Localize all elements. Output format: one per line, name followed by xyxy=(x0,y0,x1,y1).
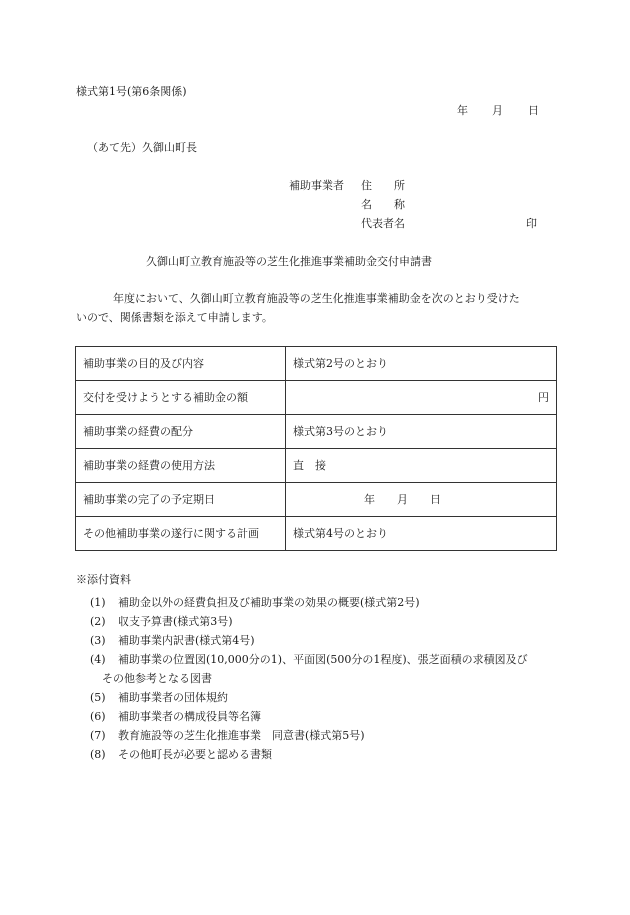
item-text-continued: その他参考となる図書 xyxy=(102,672,212,685)
representative-label: 代表者名 xyxy=(361,217,405,230)
row-label: 交付を受けようとする補助金の額 xyxy=(76,381,286,415)
item-number: (1) xyxy=(90,596,106,609)
table-row xyxy=(76,517,557,551)
item-number: (5) xyxy=(90,691,106,704)
row-value-date: 年 月 日 xyxy=(286,483,557,517)
intro-line-2: いので、関係書類を添えて申請します。 xyxy=(76,311,273,324)
item-number: (4) xyxy=(90,653,106,666)
seal-mark: 印 xyxy=(526,217,537,230)
date-year: 年 xyxy=(457,104,468,117)
item-text: 収支予算書(様式第3号) xyxy=(118,615,233,628)
item-number: (7) xyxy=(90,729,106,742)
form-reference: 様式第1号(第6条関係) xyxy=(76,85,187,98)
item-number: (2) xyxy=(90,615,106,628)
date-month: 月 xyxy=(492,104,503,117)
row-label: 補助事業の経費の配分 xyxy=(76,415,286,449)
table-row xyxy=(76,381,557,415)
row-value: 様式第2号のとおり xyxy=(286,347,557,381)
item-text: 補助事業内訳書(様式第4号) xyxy=(118,634,255,647)
applicant-name-label: 名 称 xyxy=(361,198,405,211)
table-row xyxy=(76,415,557,449)
row-value: 様式第4号のとおり xyxy=(286,517,557,551)
item-text: 教育施設等の芝生化推進事業 同意書(様式第5号) xyxy=(118,729,365,742)
document-title: 久御山町立教育施設等の芝生化推進事業補助金交付申請書 xyxy=(146,255,432,268)
item-text: 補助金以外の経費負担及び補助事業の効果の概要(様式第2号) xyxy=(118,596,420,609)
addressee: （あて先）久御山町長 xyxy=(87,141,197,154)
row-value: 直 接 xyxy=(286,449,557,483)
row-label: 補助事業の完了の予定期日 xyxy=(76,483,286,517)
row-label: その他補助事業の遂行に関する計画 xyxy=(76,517,286,551)
table-row xyxy=(76,347,557,381)
attachments-heading: ※添付資料 xyxy=(76,573,131,586)
table-row xyxy=(76,449,557,483)
yen-unit: 円 xyxy=(538,390,549,404)
row-value-amount xyxy=(286,381,557,415)
item-number: (6) xyxy=(90,710,106,723)
item-number: (3) xyxy=(90,634,106,647)
item-text: その他町長が必要と認める書類 xyxy=(118,748,272,761)
row-label: 補助事業の目的及び内容 xyxy=(76,347,286,381)
intro-line-1: 年度において、久御山町立教育施設等の芝生化推進事業補助金を次のとおり受けた xyxy=(113,292,520,305)
applicant-label: 補助事業者 xyxy=(289,179,344,192)
date-day: 日 xyxy=(528,104,539,117)
item-number: (8) xyxy=(90,748,106,761)
table-row xyxy=(76,483,557,517)
item-text: 補助事業の位置図(10,000分の1)、平面図(500分の1程度)、張芝面積の求積図及び xyxy=(118,653,528,666)
application-table xyxy=(75,346,557,551)
applicant-address-label: 住 所 xyxy=(361,179,405,192)
row-label: 補助事業の経費の使用方法 xyxy=(76,449,286,483)
item-text: 補助事業者の団体規約 xyxy=(118,691,228,704)
row-value: 様式第3号のとおり xyxy=(286,415,557,449)
item-text: 補助事業者の構成役員等名簿 xyxy=(118,710,261,723)
